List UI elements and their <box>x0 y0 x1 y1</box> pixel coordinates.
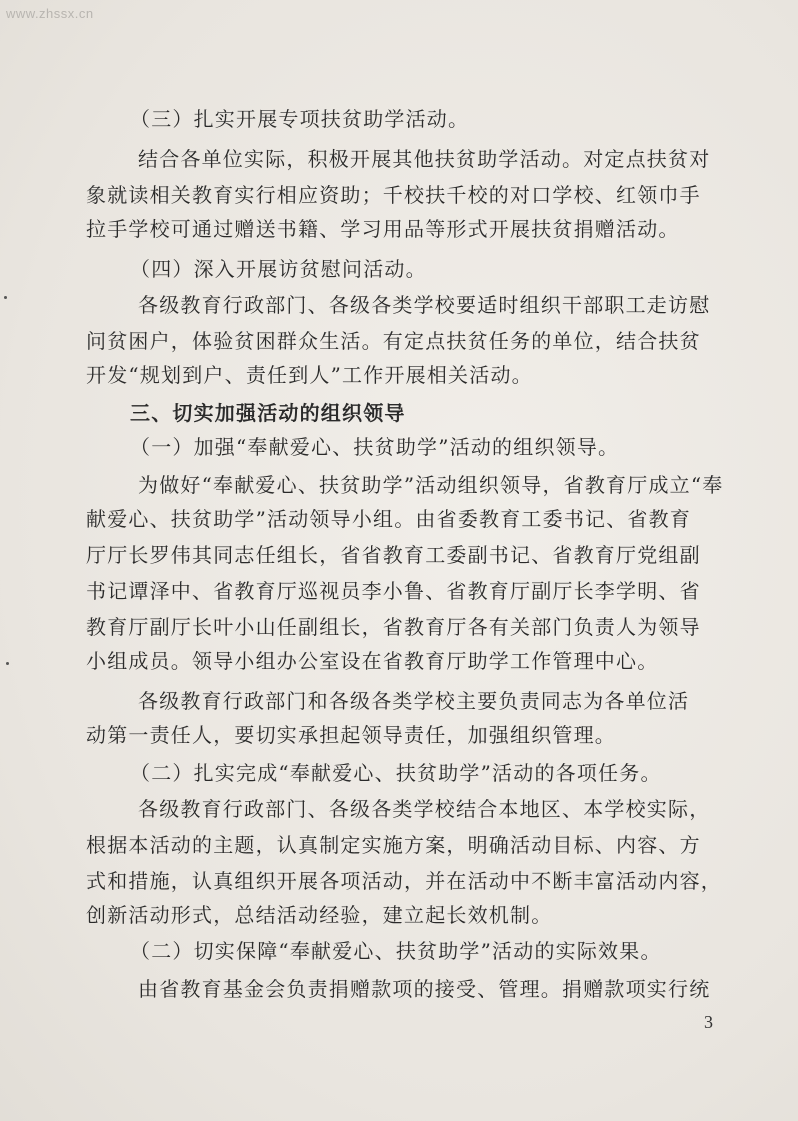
page-number: 3 <box>704 1012 713 1032</box>
text-line: 根据本活动的主题，认真制定实施方案，明确活动目标、内容、方 <box>86 833 701 857</box>
margin-mark <box>4 296 7 299</box>
text-line: 献爱心、扶贫助学”活动领导小组。由省委教育工委书记、省教育 <box>86 507 692 531</box>
text-line: 式和措施，认真组织开展各项活动，并在活动中不断丰富活动内容， <box>86 869 722 893</box>
watermark: www.zhssx.cn <box>6 6 94 21</box>
text-line: 创新活动形式，总结活动经验，建立起长效机制。 <box>86 903 553 927</box>
text-line: 象就读相关教育实行相应资助；千校扶千校的对口学校、红领巾手 <box>86 183 701 207</box>
margin-mark <box>6 662 9 665</box>
text-line: 开发“规划到户、责任到人”工作开展相关活动。 <box>86 363 533 387</box>
text-line: 各级教育行政部门、各级各类学校要适时组织干部职工走访慰 <box>138 293 711 317</box>
text-line: （三）扎实开展专项扶贫助学活动。 <box>130 107 470 131</box>
text-line: 小组成员。领导小组办公室设在省教育厅助学工作管理中心。 <box>86 649 659 673</box>
text-line: 教育厅副厅长叶小山任副组长，省教育厅各有关部门负责人为领导 <box>86 615 701 639</box>
text-line: 动第一责任人，要切实承担起领导责任，加强组织管理。 <box>86 723 616 747</box>
text-line: 拉手学校可通过赠送书籍、学习用品等形式开展扶贫捐赠活动。 <box>86 217 680 241</box>
text-line: （二）切实保障“奉献爱心、扶贫助学”活动的实际效果。 <box>130 939 662 963</box>
text-line: （二）扎实完成“奉献爱心、扶贫助学”活动的各项任务。 <box>130 761 662 785</box>
text-line: 三、切实加强活动的组织领导 <box>130 401 406 425</box>
text-line: 各级教育行政部门和各级各类学校主要负责同志为各单位活 <box>138 689 690 713</box>
text-line: 厅厅长罗伟其同志任组长，省省教育工委副书记、省教育厅党组副 <box>86 543 701 567</box>
text-line: 为做好“奉献爱心、扶贫助学”活动组织领导，省教育厅成立“奉 <box>138 473 724 497</box>
text-line: （一）加强“奉献爱心、扶贫助学”活动的组织领导。 <box>130 435 620 459</box>
text-line: 书记谭泽中、省教育厅巡视员李小鲁、省教育厅副厅长李学明、省 <box>86 579 701 603</box>
text-line: （四）深入开展访贫慰问活动。 <box>130 257 427 281</box>
text-line: 问贫困户，体验贫困群众生活。有定点扶贫任务的单位，结合扶贫 <box>86 329 701 353</box>
text-line: 各级教育行政部门、各级各类学校结合本地区、本学校实际， <box>138 797 711 821</box>
text-line: 由省教育基金会负责捐赠款项的接受、管理。捐赠款项实行统 <box>138 977 711 1001</box>
text-line: 结合各单位实际，积极开展其他扶贫助学活动。对定点扶贫对 <box>138 147 711 171</box>
